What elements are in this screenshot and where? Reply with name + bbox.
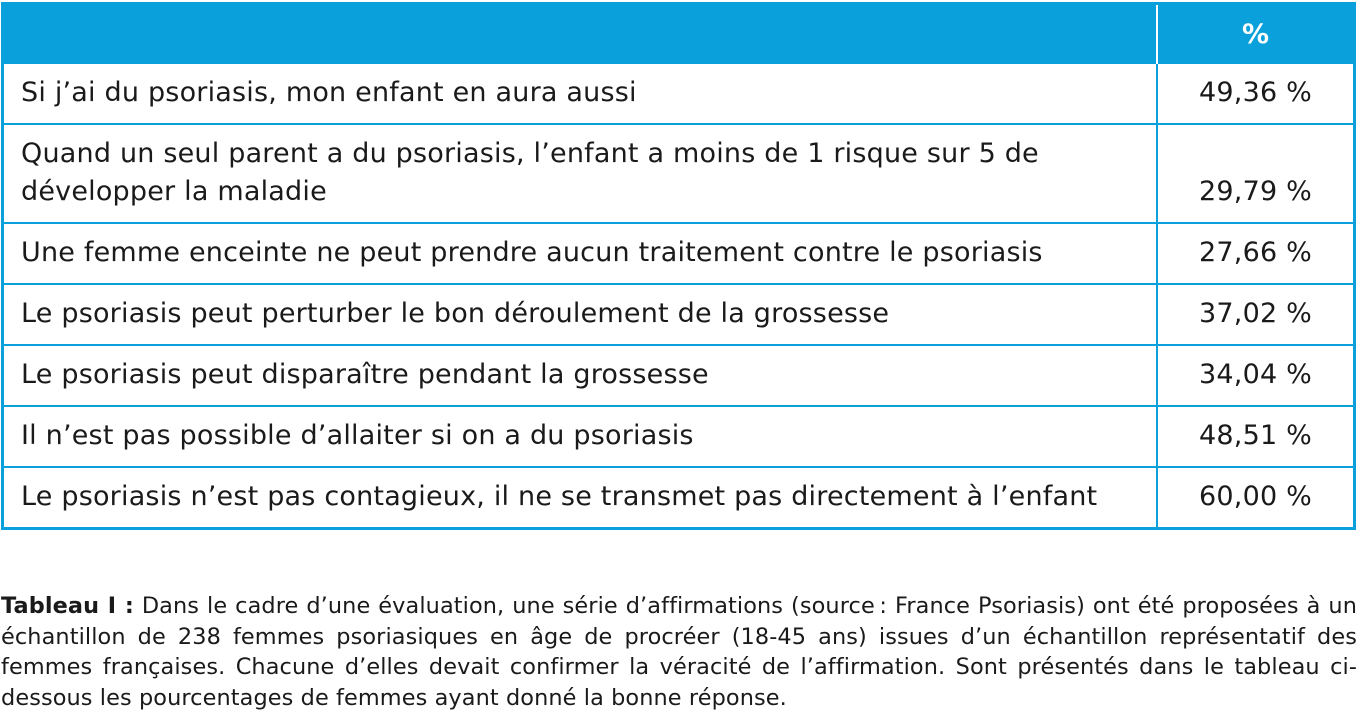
statement-cell: Le psoriasis peut disparaître pendant la grossesse — [4, 345, 1157, 406]
percent-cell: 60,00 % — [1157, 467, 1353, 527]
header-statement-cell — [4, 5, 1157, 64]
statement-cell: Le psoriasis peut perturber le bon déroulement de la grossesse — [4, 284, 1157, 345]
table-row — [4, 406, 1353, 467]
statement-cell: Il n’est pas possible d’allaiter si on a du psoriasis — [4, 406, 1157, 467]
statement-cell: Le psoriasis n’est pas contagieux, il ne se transmet pas directement à l’enfant — [4, 467, 1157, 527]
table-row — [4, 124, 1353, 223]
table-row — [4, 467, 1353, 527]
table-row — [4, 64, 1353, 124]
table-caption — [1, 591, 1357, 713]
results-table — [1, 2, 1356, 530]
statement-cell: Une femme enceinte ne peut prendre aucun traitement contre le psoriasis — [4, 223, 1157, 284]
percent-cell: 29,79 % — [1157, 124, 1353, 223]
header-percent-cell: % — [1157, 5, 1353, 64]
percent-cell: 27,66 % — [1157, 223, 1353, 284]
caption-text: Dans le cadre d’une évaluation, une série d’affirmations (source : France Psoriasis) ont été proposées à un échantillon de 238 femmes psoriasiques en âge de procréer (18-45 ans) issues d’un échantillon représentatif des femmes françaises. Chacune d’elles devait confirmer la véracité de l’affirmation. Sont présentés dans le tableau ci-dessous les pourcentages de femmes ayant donné la bonne réponse. — [1, 593, 1357, 711]
percent-cell: 37,02 % — [1157, 284, 1353, 345]
table-row — [4, 345, 1353, 406]
statement-cell: Si j’ai du psoriasis, mon enfant en aura aussi — [4, 64, 1157, 124]
percent-cell: 48,51 % — [1157, 406, 1353, 467]
percent-cell: 49,36 % — [1199, 77, 1312, 108]
table-header-row — [4, 5, 1353, 64]
table-row — [4, 284, 1353, 345]
percent-cell: 34,04 % — [1157, 345, 1353, 406]
results-table-grid — [4, 5, 1353, 527]
caption-lead: Tableau I : — [1, 593, 134, 620]
statement-cell: Quand un seul parent a du psoriasis, l’enfant a moins de 1 risque sur 5 de développer la maladie — [4, 124, 1157, 223]
table-row — [4, 223, 1353, 284]
